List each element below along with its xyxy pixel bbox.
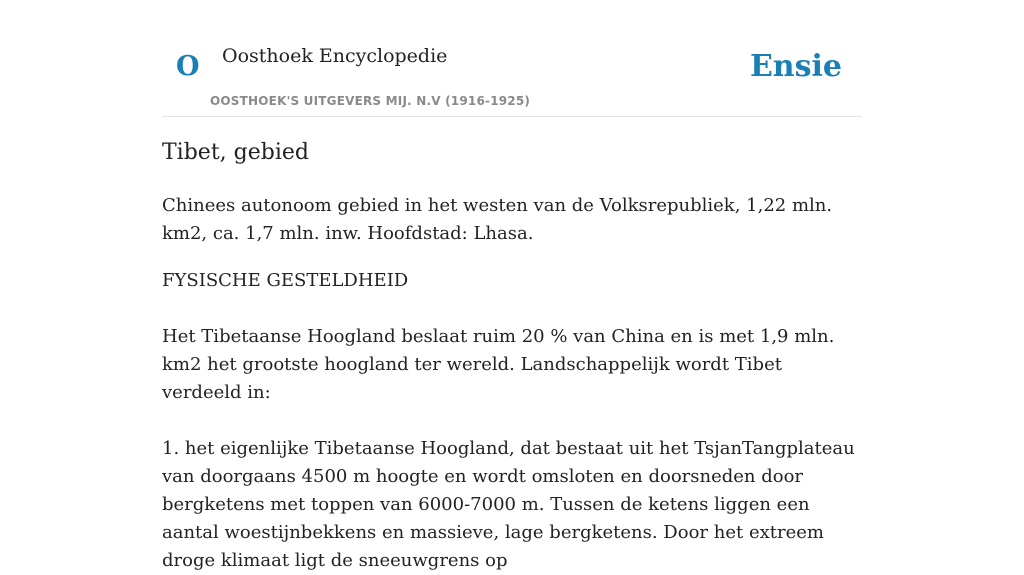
site-subtitle: OOSTHOEK'S UITGEVERS MIJ. N.V (1916-1925) — [210, 94, 531, 108]
article-title: Tibet, gebied — [162, 140, 309, 165]
site-header — [162, 0, 862, 117]
article-body — [162, 192, 862, 575]
logo-icon[interactable]: O — [176, 51, 200, 82]
article-paragraph: Het Tibetaanse Hoogland beslaat ruim 20 % van China en is met 1,9 mln. km2 het grootste hoogland ter wereld. Landschappelijk wordt Tibet verdeeld in: — [162, 326, 835, 403]
article-intro: Chinees autonoom gebied in het westen van de Volksrepubliek, 1,22 mln. km2, ca. 1,7 mln. inw. Hoofdstad: Lhasa. — [162, 195, 833, 244]
ensie-brand-link[interactable]: Ensie — [749, 49, 842, 84]
page-container — [162, 0, 862, 571]
article-paragraph: 1. het eigenlijke Tibetaanse Hoogland, dat bestaat uit het TsjanTangplateau van doorgaans 4500 m hoogte en wordt omsloten en doorsneden door bergketens met toppen van 6000-7000 m. Tussen de ketens liggen een aantal woestijnbekkens en massieve, lage bergketens. Door het extreem droge klimaat ligt de sneeuwgrens op — [162, 438, 855, 571]
section-heading: FYSISCHE GESTELDHEID — [162, 270, 409, 291]
site-title[interactable]: Oosthoek Encyclopedie — [222, 45, 448, 67]
